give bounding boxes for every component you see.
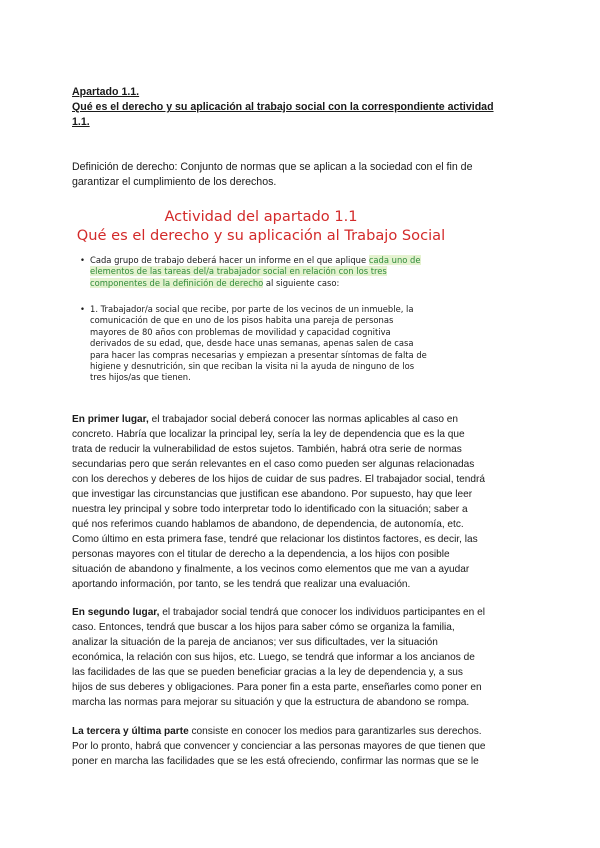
paragraph-line: nuestra ley principal y sobre todo interpretar todo lo identificado con la situación; saber a bbox=[72, 504, 468, 515]
heading-line-3: 1.1. bbox=[72, 116, 90, 128]
paragraph-line: personas mayores con el titular de derecho a la dependencia, a los hijos con posible bbox=[72, 549, 450, 560]
paragraph-line: Como último en esta primera fase, tendré que relacionar los distintos factores, es decir, las bbox=[72, 534, 478, 545]
paragraph-line: las facilidades de las que se pueden beneficiar gracias a la ley de dependencia y, a sus bbox=[72, 667, 463, 678]
heading-line-2: Qué es el derecho y su aplicación al trabajo social con la correspondiente actividad bbox=[72, 101, 494, 113]
bullet-marker: • bbox=[80, 255, 85, 265]
paragraph-line: caso. Entonces, tendrá que buscar a los hijos para saber cómo se organiza la familia, bbox=[72, 622, 455, 633]
slide-title-line-2: Qué es el derecho y su aplicación al Trabajo Social bbox=[76, 227, 446, 244]
definition-line-1: Definición de derecho: Conjunto de normas que se aplican a la sociedad con el fin de bbox=[72, 161, 473, 173]
bullet-1-highlight: cada uno de elementos de las tareas del/a trabajador social en relación con los tres componentes de la definición de derecho bbox=[90, 255, 421, 288]
paragraph-1-lead: En primer lugar, bbox=[72, 414, 149, 425]
paragraph-line: marcha las normas para mejorar su situación y que la estructura de abandono se rompa. bbox=[72, 697, 470, 708]
paragraph-line: hijos de sus deberes y obligaciones. Para poner fin a esta parte, enseñarles como poner en bbox=[72, 682, 482, 693]
paragraph-second-step bbox=[72, 605, 528, 710]
paragraph-line: consiste en conocer los medios para garantizarles sus derechos. bbox=[188, 726, 482, 737]
paragraph-line: Por lo pronto, habrá que convencer y concienciar a las personas mayores de que tienen que bbox=[72, 741, 486, 752]
paragraph-line: con los derechos y deberes de los hijos de cuidar de sus padres. El trabajador social, tendrá bbox=[72, 474, 485, 485]
paragraph-line: que investigar las circunstancias que justifican ese abandono. Por supuesto, hay que leer bbox=[72, 489, 473, 500]
paragraph-third-step bbox=[72, 724, 528, 769]
paragraph-line: económica, la relación con sus hijos, etc. Luego, se tendrá que informar a los ancianos de bbox=[72, 652, 475, 663]
activity-slide-image bbox=[72, 203, 492, 398]
paragraph-3-lead: La tercera y última parte bbox=[72, 726, 189, 737]
definition-line-2: garantizar el cumplimiento de los derechos. bbox=[72, 176, 277, 188]
heading-line-1: Apartado 1.1. bbox=[72, 86, 140, 98]
bullet-2-text: 1. Trabajador/a social que recibe, por parte de los vecinos de un inmueble, la comunicación de que en uno de los pisos habita una pareja de personas mayores de 80 años con problemas de movilidad y capacidad cognitiva derivados de su edad, que, desde hace unas semanas, apenas salen de casa para hacer las compras necesarias y empiezan a presentar síntomas de falta de higiene y desnutrición, sin que reciban la visita ni la ayuda de ninguno de los tres hijos/as que tienen. bbox=[90, 304, 427, 383]
paragraph-line: el trabajador social tendrá que conocer los individuos participantes en el bbox=[159, 607, 485, 618]
definition-text bbox=[72, 160, 532, 190]
slide-bullet-1 bbox=[80, 255, 430, 289]
section-heading bbox=[72, 85, 532, 130]
bullet-1-intro: Cada grupo de trabajo deberá hacer un informe en el que aplique bbox=[90, 255, 367, 265]
paragraph-line: poner en marcha las facilidades que se les está ofreciendo, confirmar las normas que se le bbox=[72, 756, 479, 767]
slide-bullet-2 bbox=[80, 304, 430, 384]
paragraph-line: trata de reducir la vulnerabilidad de estos sujetos. También, habrá otra serie de normas bbox=[72, 444, 462, 455]
bullet-marker: • bbox=[80, 304, 85, 314]
paragraph-line: aportando información, por tanto, se les tendrá que realizar una evaluación. bbox=[72, 579, 411, 590]
bullet-1-outro: al siguiente caso: bbox=[263, 277, 340, 288]
paragraph-line: secundarias pero que serán relevantes en el caso como pueden ser algunas relacionadas bbox=[72, 459, 475, 470]
slide-title-line-1: Actividad del apartado 1.1 bbox=[164, 208, 358, 225]
paragraph-line: el trabajador social deberá conocer las normas aplicables al caso en bbox=[148, 414, 459, 425]
paragraph-first-step bbox=[72, 412, 528, 592]
paragraph-line: analizar la situación de la pareja de ancianos; ver sus dificultades, ver la situación bbox=[72, 637, 438, 648]
paragraph-line: situación de abandono y finalmente, a los vecinos como elementos que me van a ayudar bbox=[72, 564, 470, 575]
paragraph-line: qué nos referimos cuando hablamos de abandono, de dependencia, de autonomía, etc. bbox=[72, 519, 464, 530]
paragraph-line: concreto. Habría que localizar la principal ley, sería la ley de dependencia que es la que bbox=[72, 429, 465, 440]
paragraph-2-lead: En segundo lugar, bbox=[72, 607, 160, 618]
